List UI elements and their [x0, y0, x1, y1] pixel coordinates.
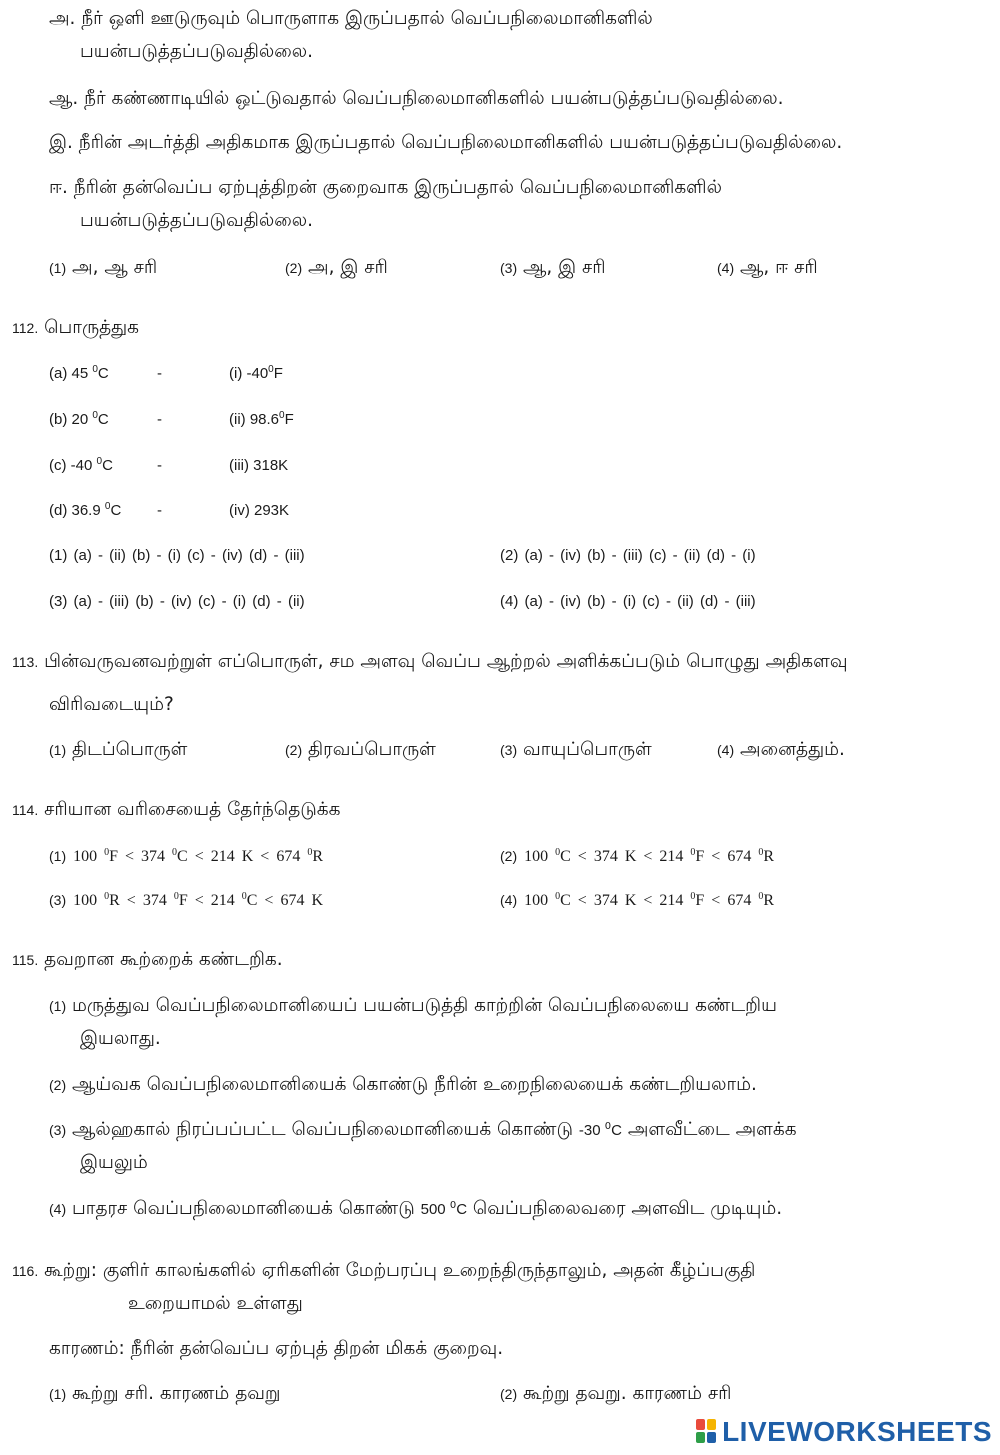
- liveworksheets-logo: [696, 1415, 992, 1449]
- q111-statement-b: ஆ. நீர் கண்ணாடியில் ஒட்டுவதால் வெப்பநிலைமானிகளில் பயன்படுத்தப்படுவதில்லை.: [49, 88, 784, 109]
- q114-option-2[interactable]: (2) 100 $^0$C < 374 K < 214 $^0$F < 674 $^0$R: [500, 847, 774, 865]
- q112-left-d: (d) 36.9 $^0$C -: [49, 501, 162, 519]
- q111-option-3[interactable]: (3) ஆ, இ சரி: [500, 257, 606, 278]
- q114-heading: 114. சரியான வரிசையைத் தேர்ந்தெடுக்க: [12, 799, 341, 820]
- q112-right-i: (i) $-40^0F$: [229, 364, 283, 382]
- q115-option-2[interactable]: (2) ஆய்வக வெப்பநிலைமானியைக் கொண்டு நீரின் உறைநிலையைக் கண்டறியலாம்.: [49, 1074, 757, 1095]
- q115-option-3-line2: இயலும்: [80, 1152, 148, 1173]
- q114-option-4[interactable]: (4) 100 $^0$C < 374 K < 214 $^0$F < 674 $^0$R: [500, 891, 774, 909]
- q111-statement-c: இ. நீரின் அடர்த்தி அதிகமாக இருப்பதால் வெப்பநிலைமானிகளில் பயன்படுத்தப்படுவதில்லை.: [49, 132, 843, 153]
- q111-option-4[interactable]: (4) ஆ, ஈ சரி: [717, 257, 818, 278]
- q113-option-1[interactable]: (1) திடப்பொருள்: [49, 739, 188, 760]
- q112-option-1[interactable]: (1) (a) - (ii) (b) - (i) (c) - (iv) (d) - (iii): [49, 547, 305, 564]
- q111-statement-a-line2: பயன்படுத்தப்படுவதில்லை.: [80, 41, 313, 62]
- q114-option-3[interactable]: (3) 100 $^0$R < 374 $^0$F < 214 $^0$C < 674 K: [49, 891, 323, 909]
- q113-option-3[interactable]: (3) வாயுப்பொருள்: [500, 739, 652, 760]
- q113-question-line1: 113. பின்வருவனவற்றுள் எப்பொருள், சம அளவு வெப்ப ஆற்றல் அளிக்கப்படும் பொழுது அதிகளவு: [12, 651, 848, 672]
- q112-right-ii: (ii) 98.6$^0$F: [229, 410, 294, 428]
- q116-statement-line1: 116. கூற்று: குளிர் காலங்களில் ஏரிகளின் மேற்பரப்பு உறைந்திருந்தாலும், அதன் கீழ்ப்பகுதி: [12, 1260, 756, 1281]
- q112-option-4[interactable]: (4) (a) - (iv) (b) - (i) (c) - (ii) (d) - (iii): [500, 593, 756, 610]
- q112-option-2[interactable]: (2) (a) - (iv) (b) - (iii) (c) - (ii) (d) - (i): [500, 547, 756, 564]
- q112-right-iii: (iii) 318K: [229, 457, 289, 474]
- q112-left-c: (c) -40 $^0$C -: [49, 456, 162, 474]
- q116-option-1[interactable]: (1) கூற்று சரி. காரணம் தவறு: [49, 1383, 281, 1404]
- q111-option-1[interactable]: (1) அ, ஆ சரி: [49, 257, 158, 278]
- q115-option-4[interactable]: (4) பாதரச வெப்பநிலைமானியைக் கொண்டு 500 $^0$C வெப்பநிலைவரை அளவிட முடியும்.: [49, 1198, 783, 1219]
- q115-heading: 115. தவறான கூற்றைக் கண்டறிக.: [12, 949, 283, 970]
- q111-option-2[interactable]: (2) அ, இ சரி: [285, 257, 388, 278]
- q116-option-2[interactable]: (2) கூற்று தவறு. காரணம் சரி: [500, 1383, 732, 1404]
- q113-option-4[interactable]: (4) அனைத்தும்.: [717, 739, 845, 760]
- q112-heading: 112. பொருத்துக: [12, 317, 140, 338]
- q115-option-1-line2: இயலாது.: [80, 1028, 161, 1049]
- q113-option-2[interactable]: (2) திரவப்பொருள்: [285, 739, 436, 760]
- q111-statement-a-line1: அ. நீர் ஒளி ஊடுருவும் பொருளாக இருப்பதால் வெப்பநிலைமானிகளில்: [49, 8, 653, 29]
- q116-reason: காரணம்: நீரின் தன்வெப்ப ஏற்புத் திறன் மிகக் குறைவு.: [49, 1338, 504, 1359]
- q115-option-1[interactable]: (1) மருத்துவ வெப்பநிலைமானியைப் பயன்படுத்தி காற்றின் வெப்பநிலையை கண்டறிய: [49, 995, 777, 1016]
- q112-left-b: (b) 20 $^0$C -: [49, 410, 162, 428]
- q111-statement-d-line1: ஈ. நீரின் தன்வெப்ப ஏற்புத்திறன் குறைவாக இருப்பதால் வெப்பநிலைமானிகளில்: [49, 177, 722, 198]
- q112-option-3[interactable]: (3) (a) - (iii) (b) - (iv) (c) - (i) (d) - (ii): [49, 593, 305, 610]
- q112-left-a: (a) 45 $^0$C -: [49, 364, 162, 382]
- q115-option-3[interactable]: (3) ஆல்ஹகால் நிரப்பப்பட்ட வெப்பநிலைமானியைக் கொண்டு -30 $^0$C அளவீட்டை அளக்க: [49, 1119, 797, 1140]
- liveworksheets-logo-icon: [696, 1419, 718, 1445]
- q116-statement-line2: உறையாமல் உள்ளது: [128, 1293, 303, 1314]
- q112-right-iv: (iv) 293K: [229, 502, 290, 519]
- q111-statement-d-line2: பயன்படுத்தப்படுவதில்லை.: [80, 210, 313, 231]
- q114-option-1[interactable]: (1) 100 $^0$F < 374 $^0$C < 214 K < 674 $^0$R: [49, 847, 323, 865]
- q113-question-line2: விரிவடையும்?: [49, 694, 174, 715]
- liveworksheets-logo-text: LIVEWORKSHEETS: [722, 1416, 992, 1447]
